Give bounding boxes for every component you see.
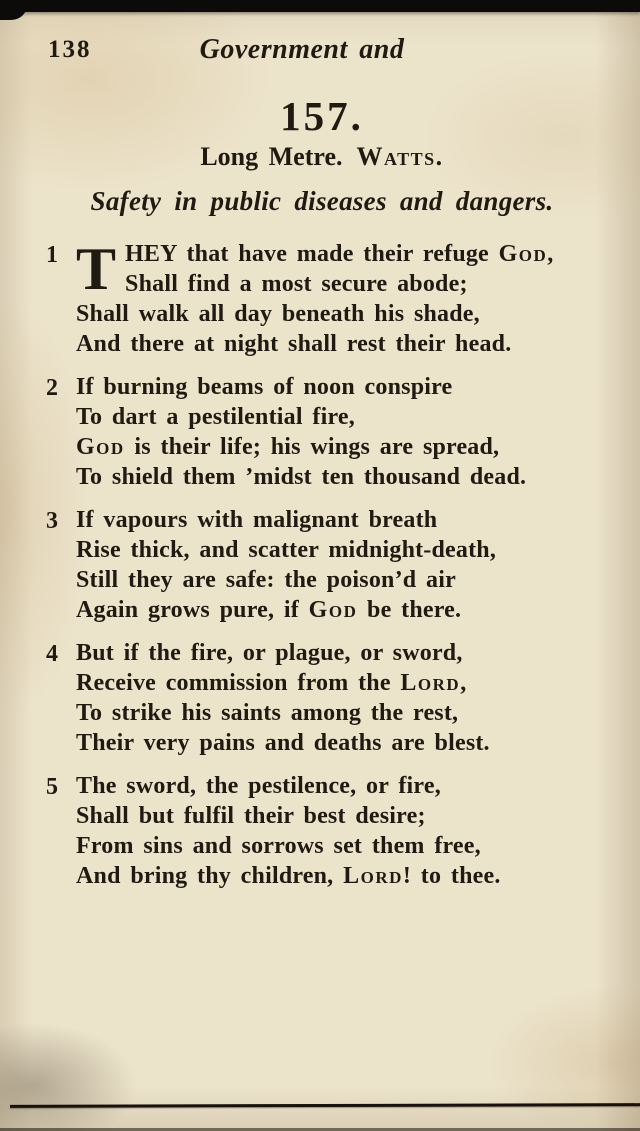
page-number: 138 [48,36,92,63]
verse-line: If burning beams of noon conspire [76,374,453,400]
verse-4 [46,638,598,758]
bottom-rule [10,1103,640,1108]
verse-number: 4 [46,641,58,667]
verse-line: If vapours with malignant breath [76,507,438,533]
verses [46,236,598,891]
verse-line: Shall but fulfil their best desire; [76,803,426,829]
verse-line: Rise thick, and scatter midnight-death, [76,537,497,563]
verse-line: To strike his saints among the rest, [76,700,459,726]
verse-line: Shall find a most secure abode; [125,271,468,297]
verse-line: To dart a pestilential fire, [76,404,355,430]
verse-number: 1 [46,242,58,268]
verse-2 [46,372,598,492]
verse-1 [46,236,598,359]
verse-line: Receive commission from the Lord, [76,670,467,696]
page-header [46,34,598,72]
verse-line: But if the fire, or plague, or sword, [76,640,463,666]
small-caps-word: God [498,241,548,267]
drop-cap: T [76,236,117,302]
verse-lines [76,771,598,891]
hymn-number: 157. [280,93,364,139]
small-caps-word: God [308,597,358,623]
verse-lines [76,638,598,758]
verse-lines [76,505,598,625]
verse-lines [76,372,598,492]
small-caps-word: Lord [400,670,461,696]
verse-line: Their very pains and deaths are blest. [76,730,490,756]
small-caps-word: Lord [343,863,403,889]
verse-line: God is their life; his wings are spread, [76,434,500,460]
running-header: Government and [199,34,405,65]
hymn-title: Safety in public diseases and dangers. [90,186,554,216]
small-caps-word: God [76,434,125,460]
verse-number: 2 [46,375,58,401]
verse-5 [46,771,598,891]
author-name: Watts. [356,142,444,171]
verse-lines [76,236,598,359]
verse-line: And there at night shall rest their head. [76,331,512,357]
verse-line: To shield them ’midst ten thousand dead. [76,464,527,490]
verse-line: Shall walk all day beneath his shade, [76,301,480,327]
verse-line: Again grows pure, if God be there. [76,597,462,623]
verse-line: From sins and sorrows set them free, [76,833,481,859]
verse-number: 3 [46,508,58,534]
meter-and-author-line [46,142,598,172]
verse-line: The sword, the pestilence, or fire, [76,773,441,799]
meter-label: Long Metre. [200,142,343,171]
verse-line: Still they are safe: the poison’d air [76,567,456,593]
verse-line: HEY that have made their refuge God, [125,241,554,267]
verse-number: 5 [46,774,58,800]
verse-line: And bring thy children, Lord! to thee. [76,863,501,889]
verse-3 [46,505,598,625]
